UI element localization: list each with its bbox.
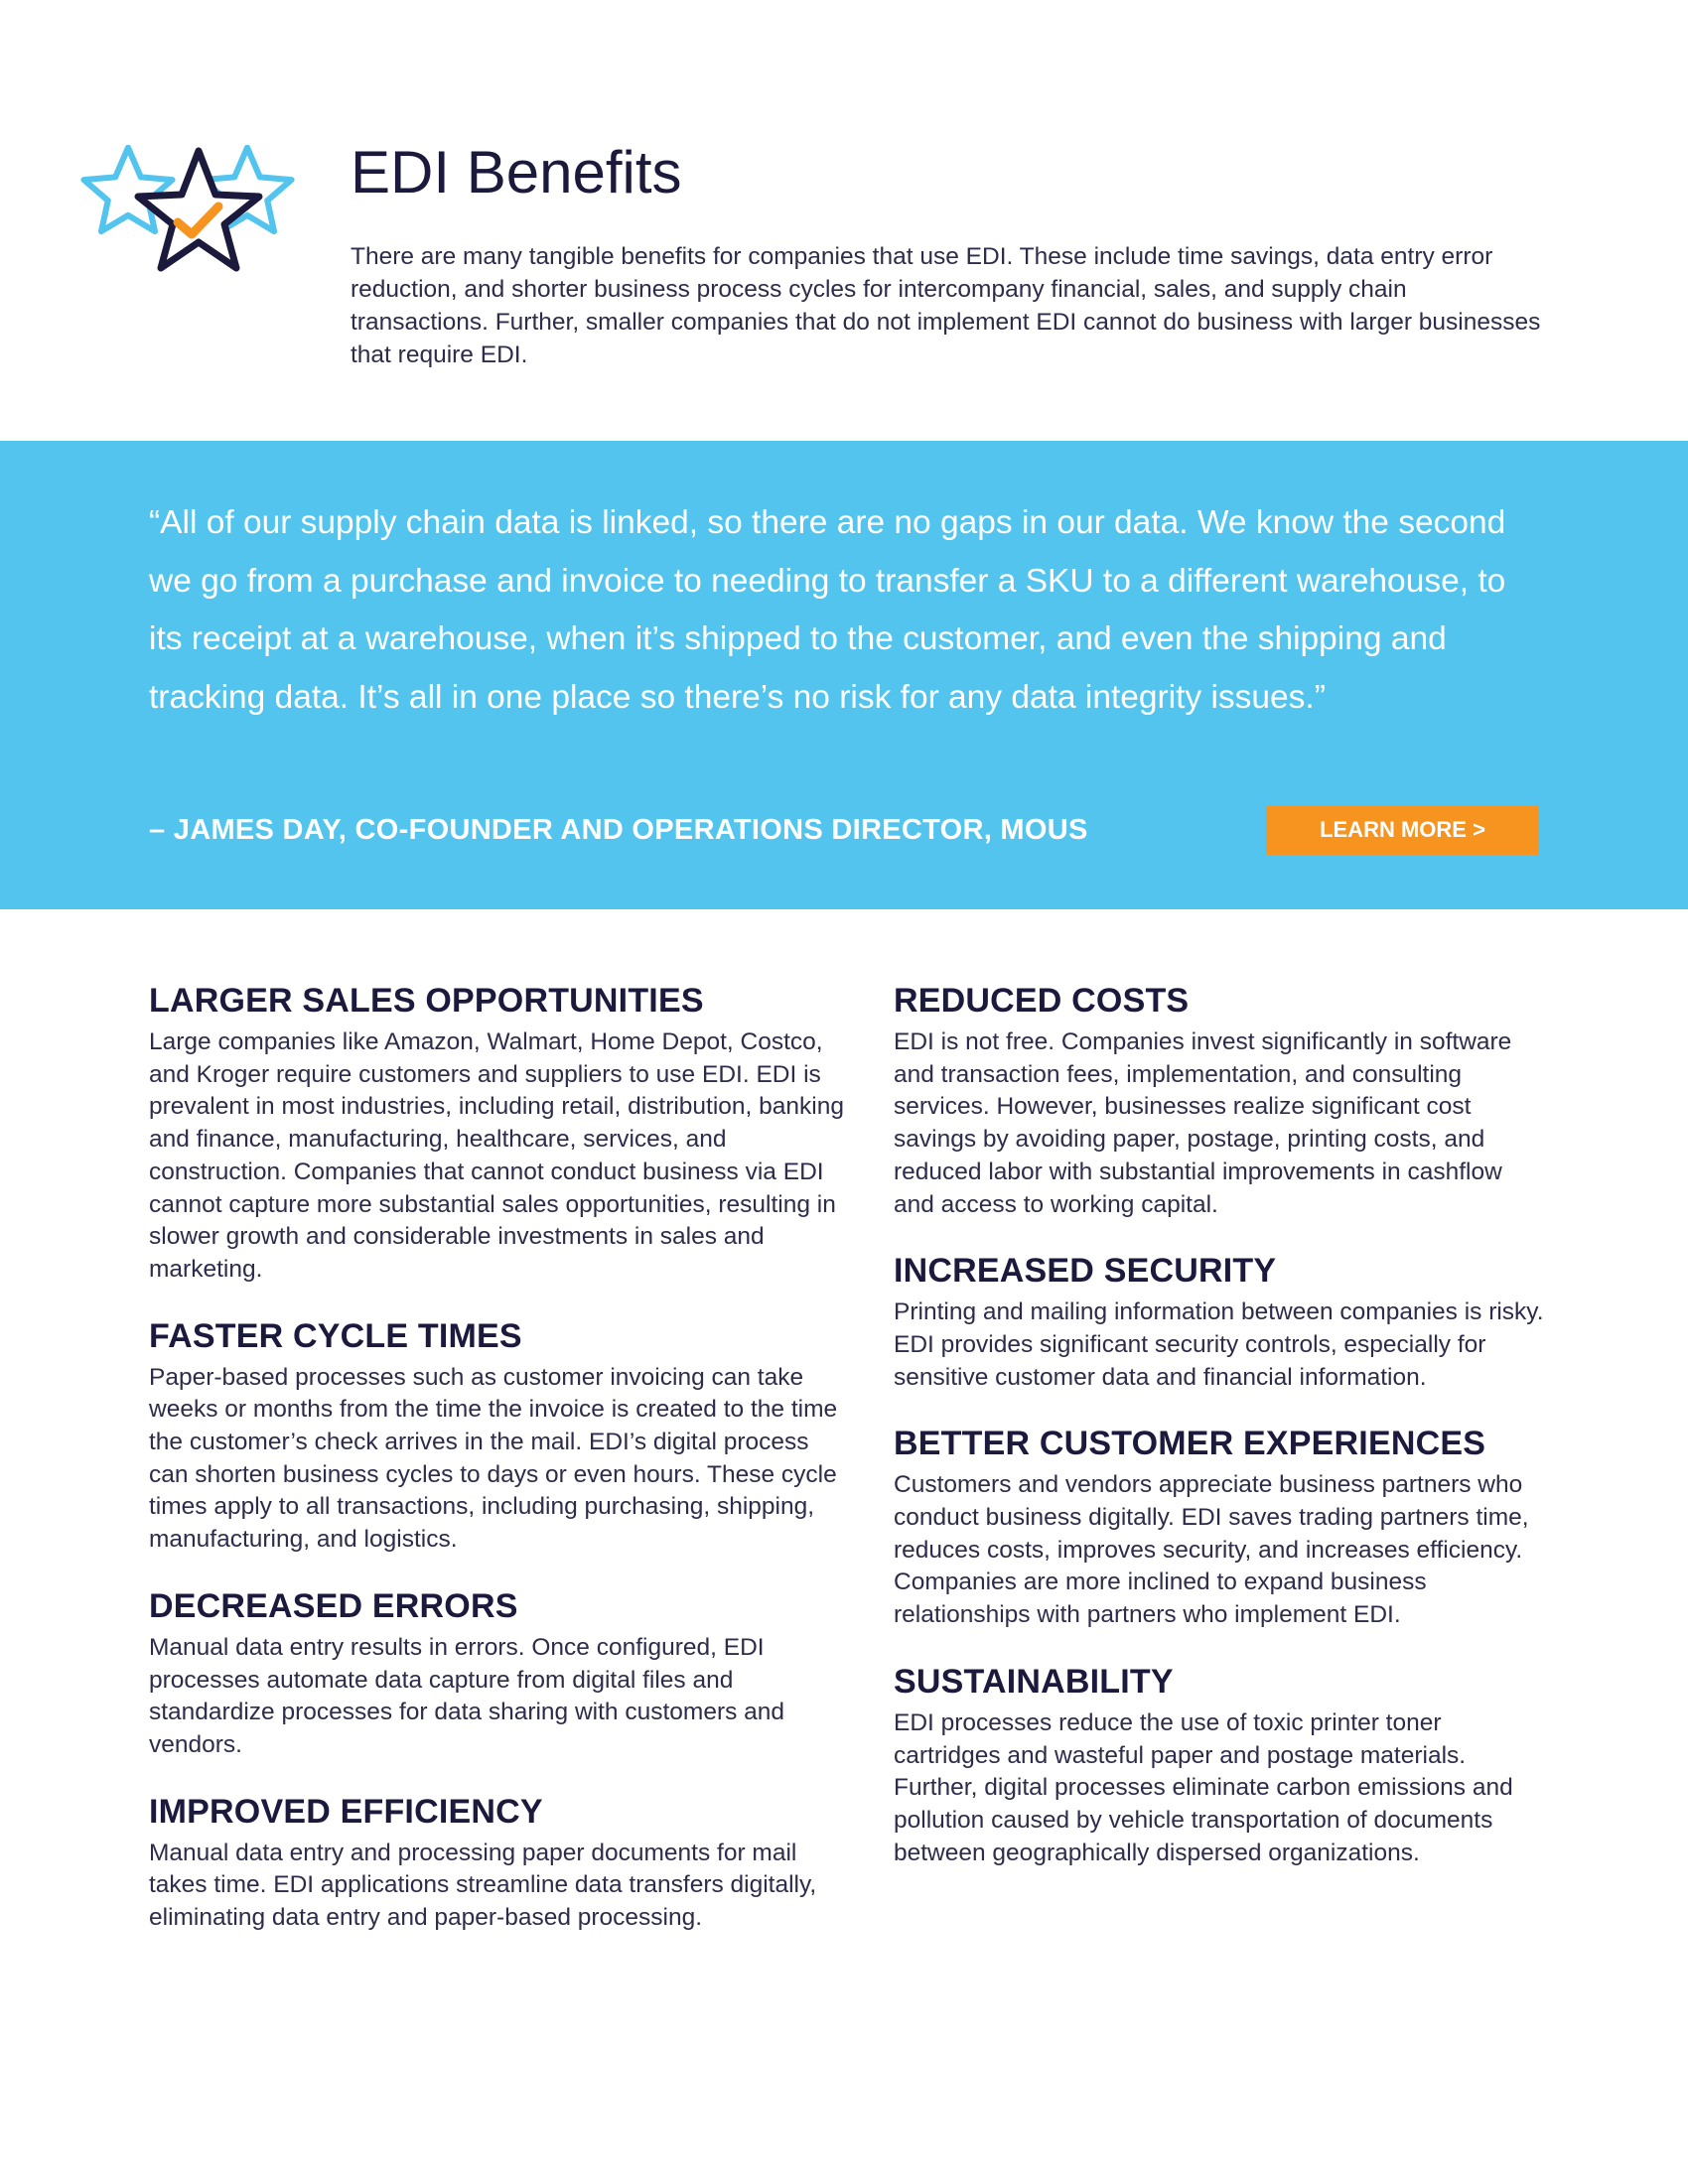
section-body: Large companies like Amazon, Walmart, Home Depot, Costco, and Kroger require customers and suppliers to use EDI. EDI is prevalent in most industries, including retail, distribution, banking and finance, manufacturing, healthcare, services, and construction. Companies that cannot conduct business via EDI cannot capture more substantial sales opportunities, resulting in slower growth and considerable investments in sales and marketing. [149, 1028, 844, 1283]
section-faster-cycle-times [149, 1314, 844, 1557]
section-heading: DECREASED ERRORS [149, 1586, 518, 1625]
section-heading: IMPROVED EFFICIENCY [149, 1792, 543, 1831]
section-improved-efficiency [149, 1790, 844, 1935]
section-decreased-errors [149, 1584, 844, 1762]
testimonial-quote: “All of our supply chain data is linked, so there are no gaps in our data. We know the second we go from a purchase and invoice to needing to transfer a SKU to a different warehouse, to its receipt at a warehouse, when it’s shipped to the customer, and even the shipping and tracking data. It’s all in one place so there’s no risk for any data integrity issues.” [149, 504, 1506, 716]
section-sustainability [894, 1660, 1549, 1870]
section-body: Manual data entry results in errors. Once configured, EDI processes automate data capture from digital files and standardize processes for data sharing with customers and vendors. [149, 1633, 785, 1758]
section-body: Manual data entry and processing paper documents for mail takes time. EDI applications streamline data transfers digitally, eliminating data entry and paper-based processing. [149, 1839, 817, 1932]
section-body: Printing and mailing information between companies is risky. EDI provides significant security controls, especially for sensitive customer data and financial information. [894, 1298, 1544, 1391]
section-heading: FASTER CYCLE TIMES [149, 1316, 522, 1355]
section-reduced-costs [894, 979, 1549, 1221]
benefits-column-right [894, 979, 1549, 1897]
section-larger-sales-opportunities [149, 979, 844, 1287]
section-body: EDI processes reduce the use of toxic printer toner cartridges and wasteful paper and postage materials. Further, digital processes eliminate carbon emissions and pollution caused by vehicle transportation of documents between geographically dispersed organizations. [894, 1708, 1513, 1866]
testimonial-attribution: – JAMES DAY, CO-FOUNDER AND OPERATIONS DIRECTOR, MOUS [149, 814, 1088, 846]
section-heading: LARGER SALES OPPORTUNITIES [149, 982, 704, 1020]
section-heading: INCREASED SECURITY [894, 1252, 1277, 1291]
intro-paragraph: There are many tangible benefits for companies that use EDI. These include time savings, data entry error reduction, and shorter business process cycles for intercompany financial, sales, and supply chain transactions. Further, smaller companies that do not implement EDI cannot do business with larger businesses that require EDI. [351, 243, 1541, 368]
star-left-icon [83, 148, 172, 231]
section-heading: REDUCED COSTS [894, 982, 1190, 1020]
section-body: Customers and vendors appreciate business partners who conduct business digitally. EDI saves trading partners time, reduces costs, improves security, and increases efficiency. Companies are more inclined to expand business relationships with partners who implement EDI. [894, 1471, 1529, 1629]
learn-more-button[interactable]: LEARN MORE > [1266, 805, 1539, 855]
section-heading: SUSTAINABILITY [894, 1662, 1174, 1701]
section-increased-security [894, 1249, 1549, 1394]
section-body: EDI is not free. Companies invest significantly in software and transaction fees, implementation, and consulting services. However, businesses realize significant cost savings by avoiding paper, postage, printing costs, and reduced labor with substantial improvements in cashflow and access to working capital. [894, 1028, 1512, 1218]
section-heading: BETTER CUSTOMER EXPERIENCES [894, 1425, 1486, 1463]
benefits-column-left [149, 979, 844, 1963]
star-check-icon [77, 145, 321, 304]
section-better-customer-experiences [894, 1422, 1549, 1632]
section-body: Paper-based processes such as customer invoicing can take weeks or months from the time the invoice is created to the time the customer’s check arrives in the mail. EDI’s digital process can shorten business cycles to days or even hours. These cycle times apply to all transactions, including purchasing, shipping, manufacturing, and logistics. [149, 1363, 838, 1554]
page-title: EDI Benefits [351, 139, 682, 205]
